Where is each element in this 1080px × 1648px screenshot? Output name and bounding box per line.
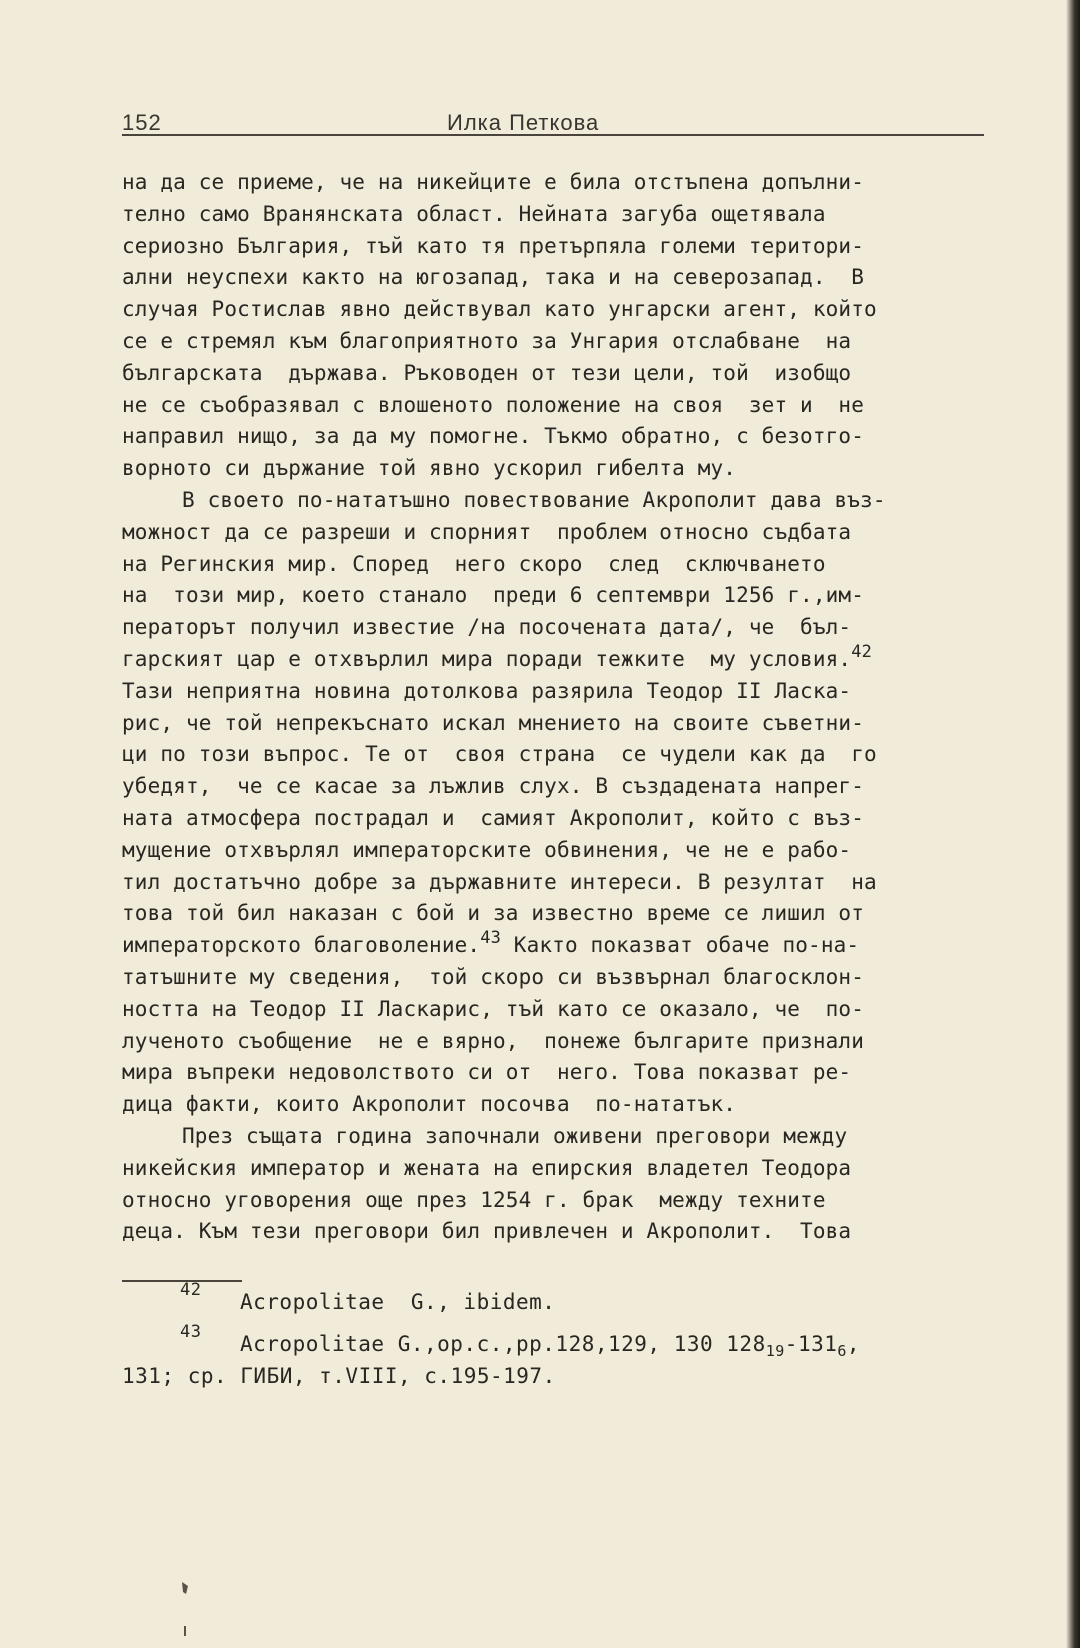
text-line: на този мир, което станало преди 6 септември 1256 г.,им- <box>122 583 864 608</box>
text-line: можност да се разреши и спорният проблем относно съдбата <box>122 519 852 544</box>
text-line: ци по този въпрос. Те от своя страна се чудели как да го <box>122 742 877 767</box>
text-line: не се съобразявал с влошеното положение на своя зет и не <box>122 392 864 417</box>
text-line: лученото съобщение не е вярно, понеже българите признали <box>122 1028 864 1053</box>
text-line: на Регинския мир. Според него скоро след сключването <box>122 551 826 576</box>
text-line: ворното си държание той явно ускорил гибелта му. <box>122 456 737 481</box>
text-line <box>122 930 990 962</box>
running-head: Илка Петкова <box>447 110 600 135</box>
text-line-content: императорското благоволение. <box>122 933 481 958</box>
footnote-43-continued <box>122 1364 990 1398</box>
text-line: убедят, че се касае за лъжлив слух. В създадената напрег- <box>122 774 864 799</box>
text-line: деца. Към тези преговори бил привлечен и Акрополит. Това <box>122 1219 852 1244</box>
header-rule <box>122 134 984 136</box>
text-line: сериозно България, тъй като тя претърпяла големи територи- <box>122 233 864 258</box>
text-line: ални неуспехи както на югозапад, така и на северозапад. В <box>122 265 864 290</box>
footnote-subscript: 6 <box>837 1342 847 1360</box>
footnotes <box>122 1280 990 1398</box>
footnote-text <box>240 1332 861 1360</box>
text-line: на да се приеме, че на никейците е била отстъпена допълни- <box>122 170 864 194</box>
footnote-text: 131; ср. ГИБИ, т.VIII, с.195-197. <box>122 1364 556 1388</box>
footnote-text: Acropolitae G., ibidem. <box>240 1290 556 1314</box>
text-line: тил достатъчно добре за държавните интереси. В резултат на <box>122 869 877 894</box>
text-line: дица факти, които Акрополит посочва по-нататък. <box>122 1092 737 1117</box>
footnote-42 <box>122 1280 990 1322</box>
body-text <box>122 167 990 1248</box>
footnote-43 <box>122 1322 990 1364</box>
text-line: мира въпреки недоволството си от него. Това показват ре- <box>122 1060 852 1085</box>
footnote-ref-43: 43 <box>480 928 501 949</box>
text-line: случая Ростислав явно действувал като унгарски агент, който <box>122 297 877 322</box>
text-line-content: Както показват обаче по-на- <box>501 933 860 958</box>
text-line: През същата година започнали оживени преговори между <box>182 1123 848 1148</box>
footnote-subscript: 19 <box>765 1342 785 1360</box>
text-line-content: гарският цар е отхвърлил мира поради тежките му условия. <box>122 646 852 671</box>
text-line: В своето по-нататъшно повествование Акрополит дава въз- <box>182 487 886 512</box>
text-line: ната атмосфера пострадал и самият Акрополит, който с въз- <box>122 805 864 830</box>
text-line: българската държава. Ръководен от тези цели, той изобщо <box>122 360 852 385</box>
text-line: това той бил наказан с бой и за известно време се лишил от <box>122 901 864 926</box>
text-line <box>122 641 990 676</box>
text-line: се е стремял към благоприятното за Унгария отслабване на <box>122 328 852 353</box>
footnote-ref-42: 42 <box>851 641 872 662</box>
page-edge-shadow <box>1066 0 1080 1648</box>
text-line: мущение отхвърлял императорските обвинения, че не е рабо- <box>122 837 852 862</box>
text-line: никейския император и жената на епирския владетел Теодора <box>122 1155 852 1180</box>
footnote-number: 42 <box>180 1280 202 1300</box>
text-line: Тази неприятна новина дотолкова разярила Теодор II Ласка- <box>122 678 852 703</box>
footnote-text-part: , <box>846 1332 861 1356</box>
footnote-number: 43 <box>180 1322 202 1342</box>
text-line: относно уговорения още през 1254 г. брак между техните <box>122 1187 826 1212</box>
text-line: ператорът получил известие /на посочената дата/, че бъл- <box>122 615 852 640</box>
text-line: направил нищо, за да му помогне. Тъкмо обратно, с безотго- <box>122 424 864 449</box>
text-line: рис, че той непрекъснато искал мнението на своите съветни- <box>122 710 864 735</box>
page-number: 152 <box>122 110 162 135</box>
text-line: ността на Теодор II Ласкарис, тъй като се оказало, че по- <box>122 996 864 1021</box>
footnote-text-part: -131 <box>784 1332 838 1356</box>
text-line: татъшните му сведения, той скоро си възвърнал благосклон- <box>122 964 864 989</box>
footnote-text-part: Acropolitae G.,op.c.,pp.128,129, 130 128 <box>240 1332 766 1356</box>
scan-speck-marks <box>180 1580 190 1640</box>
text-line: телно само Вранянската област. Нейната загуба ощетявала <box>122 201 826 226</box>
